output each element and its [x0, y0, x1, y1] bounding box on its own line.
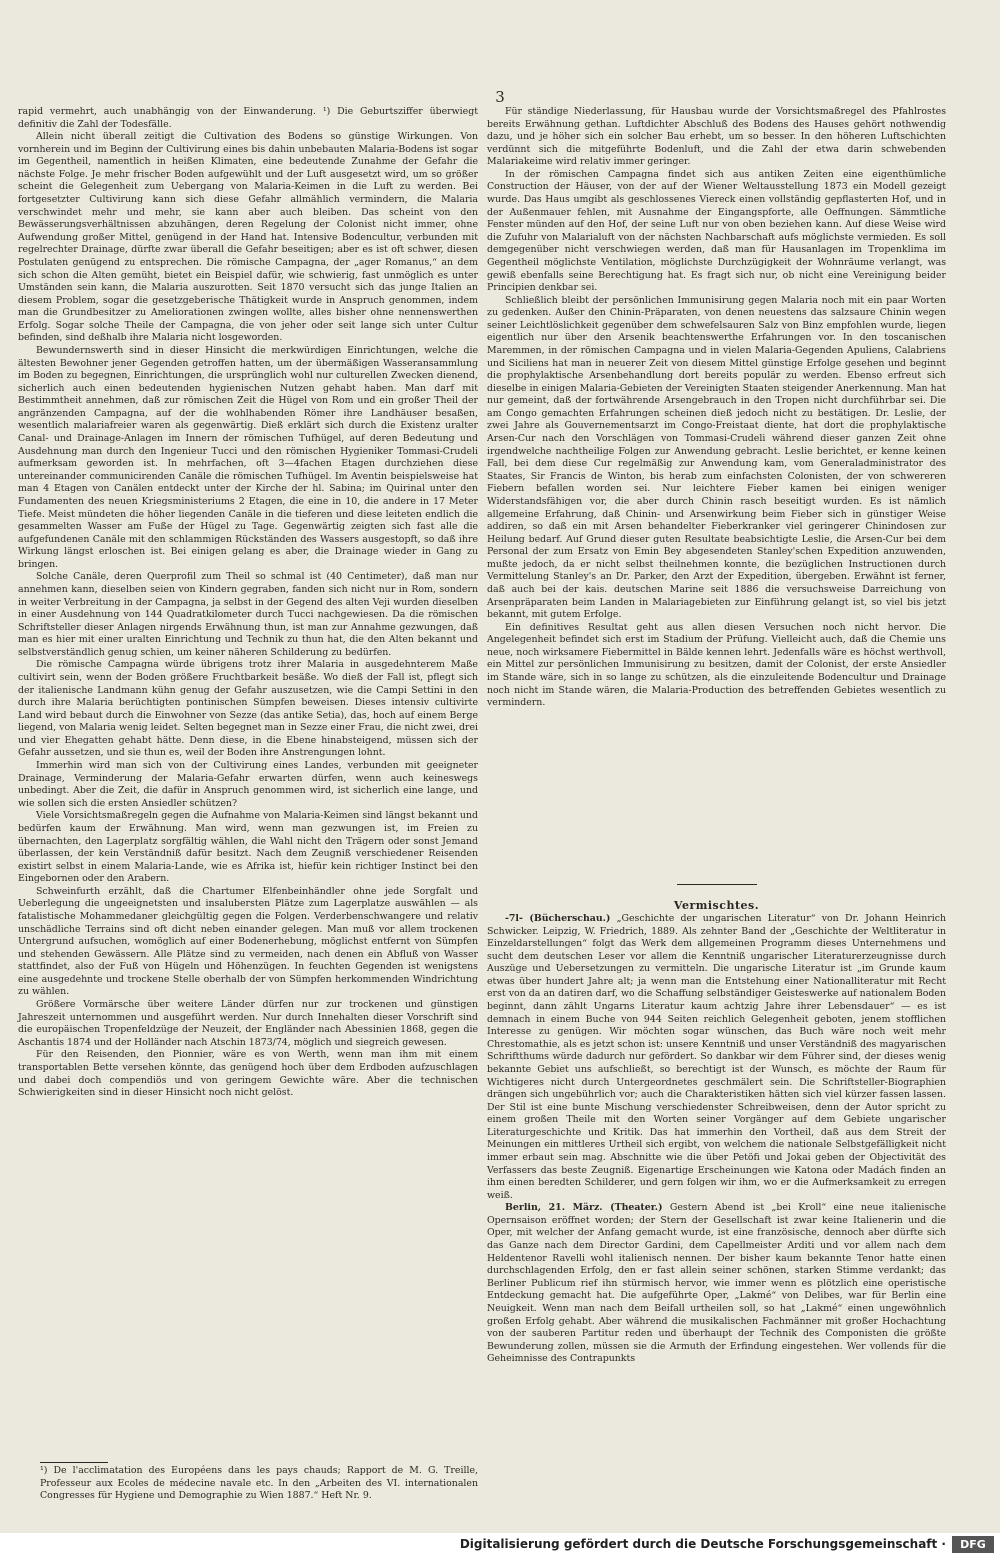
paragraph: Für ständige Niederlassung, für Hausbau wurde der Vorsichtsmaßregel des Pfahlrostes bereits Erwähnung gethan. Luftdichter Abschluß des Bodens des Hauses gehört nothwendig dazu, und je höher sich ein solcher Bau erhebt, um so besser. In den höheren Luftschichten verdünnt sich die mitgeführte Bodenluft, und die Zahl der etwa darin schwebenden Malariakeime wird relativ immer geringer.: [487, 106, 946, 168]
paragraph: Immerhin wird man sich von der Cultivirung eines Landes, verbunden mit geeigneter Drainage, Verminderung der Malaria-Gefahr erwarten dürfen, wenn auch keineswegs unbedingt. Aber die Zeit, die dafür in Anspruch genommen wird, ist sicherlich eine lange, und wie sollen sich die ersten Ansiedler schützen?: [18, 760, 478, 809]
paragraph: Solche Canäle, deren Querprofil zum Theil so schmal ist (40 Centimeter), daß man nur annehmen kann, dieselben seien von Kindern gegraben, fanden sich nicht nur in Rom, sondern in weiter Verbreitung in der Campagna, ja selbst in der Gegend des alten Veji wurden dieselben in einer Ausdehnung von 144 Quadratkilometer durch Tucci nachgewiesen. Da die römischen Schriftsteller dieser Anlagen nirgends Erwähnung thun, ist man zur Annahme gezwungen, daß man es hier mit einer uralten Einrichtung und Technik zu thun hat, die den Alten bekannt und selbstverständlich genug schien, um keiner näheren Schilderung zu bedürfen.: [18, 571, 478, 658]
news-item: [487, 1202, 946, 1366]
item-text: „Geschichte der ungarischen Literatur“ von Dr. Johann Heinrich Schwicker. Leipzig, W. Friedrich, 1889. Als zehnter Band der „Geschichte der Weltliteratur in Einzeldarstellungen“ folgt das Werk dem allgemeinen Programm dieses Unternehmens und sucht dem deutschen Leser vor allem die Kenntniß ungarischer Literaturerzeugnisse durch Auszüge und Uebersetzungen zu vermitteln. Die ungarische Literatur ist „im Grunde kaum etwas über hundert Jahre alt; ja wenn man die Entstehung einer Nationalliteratur mit Recht erst von da an datiren darf, wo die Schaffung selbständiger Geisteswerke auf nationalem Boden beginnt, dann zählt Ungarns Literatur kaum achtzig Jahre ihrer Lebensdauer“ — es ist demnach in einem Buche von 944 Seiten reichlich Gelegenheit geboten, jenem stofflichen Interesse zu genügen. Wir möchten sogar wünschen, das Buch wäre noch weit mehr Chrestomathie, als es jetzt schon ist: unsere Kenntniß und unser Verständniß des magyarischen Schriftthums würde dadurch nur gefördert. So dankbar wir dem Führer sind, der dieses wenig bekannte Gebiet uns aufschließt, so berechtigt ist der Wunsch, es möchte der Raum für Wichtigeres nicht durch Untergeordnetes geschmälert sein. Die Schriftsteller-Biographien drängen sich ungebührlich vor; auch die Charakteristiken hätten sich viel kürzer fassen lassen. Der Stil ist eine bunte Mischung verschiedenster Schreibweisen, denn der Autor spricht zu einem großen Theile mit den Worten seiner Vorgänger auf dem Gebiete ungarischer Literaturgeschichte und Kritik. Das hat immerhin den Vortheil, daß aus dem Streit der Meinungen ein mittleres Urtheil sich ergibt, von welchem die nationale Selbstgefälligkeit nicht immer erbaut sein mag. Abschnitte wie die über Petöfi und Jokai geben der Objectivität des Verfassers das beste Zeugniß. Eigenartige Erscheinungen wie Katona oder Madách finden an ihm einen beredten Schilderer, und gern folgen wir ihm, wo er die Aufmerksamkeit zu erregen weiß.: [487, 913, 946, 1201]
section-heading: Vermischtes.: [673, 899, 760, 912]
paragraph: Allein nicht überall zeitigt die Cultivation des Bodens so günstige Wirkungen. Von vornherein und im Beginn der Cultivirung eines bis dahin unbebauten Malaria-Bodens ist sogar im Gegentheil, namentlich in heißen Klimaten, eine bedeutende Zunahme der Gefahr die nächste Folge. Je mehr frischer Boden aufgewühlt und der Luft ausgesetzt wird, um so größer scheint die Gelegenheit zum Uebergang von Malaria-Keimen in die Luft zu werden. Bei fortgesetzter Cultivirung kann sich diese Gefahr allmählich vermindern, die Malaria verschwindet mehr und mehr, sie kann aber auch bleiben. Das scheint von den Bewässerungsverhältnissen abzuhängen, deren Regelung der Colonist nicht immer, ohne Aufwendung großer Mittel, genügend in der Hand hat. Intensive Bodencultur, verbunden mit regelrechter Drainage, dürfte zwar überall die Gefahr beseitigen; aber es ist oft schwer, diesen Postulaten genügend zu entsprechen. Die römische Campagna, der „ager Romanus,“ an dem sich schon die Alten gemüht, bietet ein Beispiel dafür, wie schwierig, fast unmöglich es unter Umständen sein kann, die Malaria auszurotten. Seit 1870 versucht sich das junge Italien an diesem Problem, sogar die gesetzgeberische Thätigkeit wurde in Anspruch genommen, indem man die Grundbesitzer zu Ameliorationen zwingen wollte, alles bisher ohne nennenswerthen Erfolg. Sogar solche Theile der Campagna, die von jeher oder seit lange sich unter Cultur befinden, sind deßhalb ihre Malaria nicht losgeworden.: [18, 131, 478, 344]
paragraph: Ein definitives Resultat geht aus allen diesen Versuchen noch nicht hervor. Die Angelegenheit befindet sich erst im Stadium der Prüfung. Vielleicht auch, daß die Chemie uns neue, noch wirksamere Fiebermittel in Bälde kennen lehrt. Jedenfalls wäre es höchst werthvoll, ein Mittel zur persönlichen Immunisirung zu besitzen, damit der Colonist, der erste Ansiedler im Stande wäre, sich in so lange zu schützen, als die einzuleitende Bodencultur und Drainage noch nicht im Stande wären, die Malaria-Production des betreffenden Gebietes wesentlich zu vermindern.: [487, 621, 946, 709]
paragraph: Für den Reisenden, den Pionnier, wäre es von Werth, wenn man ihm mit einem transportablen Bette versehen könnte, das genügend hoch über dem Erdboden aufzuschlagen und dabei doch compendiös und von geringem Gewichte wäre. Aber die technischen Schwierigkeiten sind in dieser Hinsicht noch nicht gelöst.: [18, 1049, 478, 1099]
footer-bar: [0, 1533, 1000, 1557]
footer-credit: Digitalisierung gefördert durch die Deutsche Forschungsgemeinschaft ·: [459, 1537, 946, 1551]
paragraph: Die römische Campagna würde übrigens trotz ihrer Malaria in ausgedehnterem Maße cultivirt sein, wenn der Boden größere Fruchtbarkeit besäße. Wo dieß der Fall ist, pflegt sich der italienische Landmann kühn genug der Gefahr auszusetzen, wie die Campi Settini in den durch ihre Malaria berüchtigten pontinischen Sümpfen beweisen. Dieses intensiv cultivirte Land wird bebaut durch die Einwohner von Sezze (das antike Setia), das, hoch auf einem Berge liegend, von Malaria wenig leidet. Selten begegnet man in Sezze einer Frau, die nicht zwei, drei und vier Ehegatten gehabt hätte. Denn diese, in die Ebene hinabsteigend, müssen sich der Gefahr aussetzen, und sie thun es, weil der Boden ihre Anstrengungen lohnt.: [18, 659, 478, 759]
dfg-logo: DFG: [952, 1536, 994, 1553]
right-column: [487, 106, 946, 710]
miscellany-column: [487, 913, 946, 1366]
section-divider: [677, 884, 757, 885]
paragraph: Größere Vormärsche über weitere Länder dürfen nur zur trockenen und günstigen Jahreszeit unternommen und ausgeführt werden. Nur durch Innehalten dieser Vorschrift sind die europäischen Tropenfeldzüge der Neuzeit, der Engländer nach Abessinien 1868, gegen die Aschantis 1874 und der Holländer nach Atschin 1873/74, möglich und siegreich gewesen.: [18, 999, 478, 1048]
page-number: 3: [495, 88, 505, 106]
paragraph: In der römischen Campagna findet sich aus antiken Zeiten eine eigenthümliche Construction der Häuser, von der auf der Wiener Weltausstellung 1873 ein Modell gezeigt wurde. Das Haus umgibt als geschlossenes Viereck einen vollständig gepflasterten Hof, und in der Außenmauer fehlen, mit Ausnahme der Eingangspforte, alle Oeffnungen. Sämmtliche Fenster münden auf den Hof, der seine Luft nur von oben beziehen kann. Auf diese Weise wird die Zufuhr von Malarialuft von der nächsten Nachbarschaft aufs möglichste vermieden. Es soll demgegenüber nicht verschwiegen werden, daß man für Hausanlagen im Tropenklima im Gegentheil möglichste Ventilation, möglichste Durchzügigkeit der Wohnräume verlangt, was gewiß ebenfalls seine Berechtigung hat. Es fragt sich nur, ob nicht eine Vereinigung beider Principien denkbar sei.: [487, 168, 946, 294]
item-lead: Berlin, 21. März. (Theater.): [505, 1202, 663, 1214]
news-item: [487, 913, 946, 1202]
footnote-rule: [40, 1462, 108, 1463]
item-lead: -7l- (Bücherschau.): [505, 913, 611, 924]
item-text: Gestern Abend ist „bei Kroll“ eine neue italienische Opernsaison eröffnet worden; der Stern der Gesellschaft ist zwar keine Italienerin und die Oper, mit welcher der Anfang gemacht wurde, ist eine französische, dennoch aber dürfte sich das Ganze nach dem Director Gardini, dem Capellmeister Arditi und vor allem nach dem Heldentenor Ravelli wohl italienisch nennen. Der bisher kaum bekannte Tenor hatte einen durchschlagenden Erfolg, den er fast allein seiner schönen, starken Stimme verdankt; das Berliner Publicum rief ihn stürmisch hervor, wie immer wenn es plötzlich eine operistische Entdeckung gemacht hat. Die aufgeführte Oper, „Lakmé“ von Delibes, war für Berlin eine Neuigkeit. Wenn man nach dem Beifall urtheilen soll, so hat „Lakmé“ einen ungewöhnlich großen Erfolg gehabt. Aber während die musikalischen Fachmänner mit großer Hochachtung von der sauberen Partitur reden und überhaupt der Technik des Componisten die größte Bewunderung zollen, müssen sie die Armuth der Erfindung eingestehen. Wer vollends für die Geheimnisse des Contrapunkts: [487, 1202, 947, 1365]
paragraph: Schweinfurth erzählt, daß die Chartumer Elfenbeinhändler ohne jede Sorgfalt und Ueberlegung die ungeeignetsten und insalubersten Plätze zum Lagerplatze auswählen — als fatalistische Mohammedaner gleichgültig gegen die Folgen. Verderbenschwangere und relativ unschädliche Terrains sind oft dicht neben einander gelegen. Man muß vor allem trockenen Untergrund aufsuchen, womöglich auf einer Bodenerhebung, möglichst entfernt von Sümpfen und stehenden Gewässern. Alle Plätze sind zu vermeiden, nach denen ein Abfluß von Wasser stattfindet, also der Fuß von Hügeln und Höhenzügen. In feuchten Gegenden ist wenigstens eine ausgedehnte und trockene Stelle oberhalb der von Sümpfen herkommenden Windrichtung zu wählen.: [18, 885, 478, 998]
paragraph: Bewundernswerth sind in dieser Hinsicht die merkwürdigen Einrichtungen, welche die ältesten Bewohner jener Gegenden getroffen hatten, um der übermäßigen Wasseransammlung im Boden zu begegnen, Einrichtungen, die ursprünglich wohl nur culturellen Zwecken dienend, sicherlich auch einen bedeutenden hygienischen Nutzen gehabt haben. Man darf mit Bestimmtheit annehmen, daß zur römischen Zeit die Hügel von Rom und ein großer Theil der angränzenden Campagna, auf der die wohlhabenden Römer ihre Landhäuser besaßen, wesentlich malariafreier waren als gegenwärtig. Dieß erklärt sich durch die Existenz uralter Canal- und Drainage-Anlagen im Innern der römischen Tufhügel, auf deren Bedeutung und Ausdehnung man durch den Ingenieur Tucci und den römischen Hygieniker Tommasi-Crudeli aufmerksam geworden ist. In mehrfachen, oft 3—4fachen Etagen durchziehen diese untereinander communicirenden Canäle die römischen Tufhügel. Im Aventin beispielsweise hat man 4 Etagen von Canälen entdeckt unter der Kirche der hl. Sabina; im Quirinal unter den Fundamenten des neuen Kriegsministeriums 2 Etagen, die eine in 10, die andere in 17 Meter Tiefe. Meist mündeten die höher liegenden Canäle in die tieferen und diese leiteten endlich die gesammelten Wasser am Fuße der Hügel zu Tage. Gegenwärtig zeigten sich fast alle die aufgefundenen Canäle mit den schlammigen Rückständen des Wassers ausgestopft, so daß ihre Wirkung längst erloschen ist. Bei einigen gelang es aber, die Drainage wieder in Gang zu bringen.: [18, 344, 478, 570]
paragraph: rapid vermehrt, auch unabhängig von der Einwanderung. ¹) Die Geburtsziffer überwiegt definitiv die Zahl der Todesfälle.: [18, 106, 478, 130]
left-column: [18, 106, 478, 1100]
paragraph: Schließlich bleibt der persönlichen Immunisirung gegen Malaria noch mit ein paar Worten zu gedenken. Außer den Chinin-Präparaten, von denen neuestens das salzsaure Chinin wegen seiner Leichtlöslichkeit gegenüber dem schwefelsauren Salz von Binz empfohlen wurde, liegen eigentlich nur über den Arsenik beachtenswerthe Erfahrungen vor. In den toscanischen Maremmen, in der römischen Campagna und in vielen Malaria-Gegenden Apuliens, Calabriens und Siciliens hat man in neuerer Zeit von diesem Mittel günstige Erfolge gesehen und beginnt die prophylaktische Arsenbehandlung dort bereits populär zu werden. Ebenso erfreut sich dieselbe in einigen Malaria-Gebieten der Vereinigten Staaten steigender Anerkennung. Man hat nur gemeint, daß der fortwährende Arsengebrauch in den Tropen nicht durchführbar sei. Die am Congo gemachten Erfahrungen scheinen dieß jedoch nicht zu bestätigen. Dr. Leslie, der zwei Jahre als Gouvernementsarzt im Congo-Freistaat diente, hat dort die prophylaktische Arsen-Cur nach den Vorschlägen von Tommasi-Crudeli während dieser ganzen Zeit ohne irgendwelche nachtheilige Folgen zur Anwendung gebracht. Leslie berichtet, er kenne keinen Fall, bei dem diese Cur regelmäßig zur Anwendung kam, vom Generaladministrator des Staates, Sir Francis de Winton, bis herab zum einfachsten Colonisten, der von schwereren Fiebern befallen worden sei. Nur leichtere Fieber kamen bei einigen weniger Widerstandsfähigen vor, die aber durch Chinin rasch beseitigt wurden. Es ist nämlich allgemeine Erfahrung, daß Chinin- und Arsenwirkung beim Fieber sich in günstiger Weise addiren, so daß ein mit Arsen behandelter Fieberkranker viel geringerer Chinindosen zur Heilung bedarf. Auf Grund dieser guten Resultate beabsichtigte Leslie, die Arsen-Cur bei dem Personal der zum Ersatz von Emin Bey abgesendeten Stanley'schen Expedition anzuwenden, mußte jedoch, da er nicht selbst theilnehmen konnte, die bezüglichen Instructionen durch Vermittelung Stanley's an Dr. Parker, den Arzt der Expedition, übergeben. Erwähnt ist ferner, daß auch bei der kais. deutschen Marine seit 1886 die versuchsweise Darreichung von Arsenpräparaten beim Landen in Malariagebieten zur Einführung gelangt ist, so viel bis jetzt bekannt, mit gutem Erfolge.: [487, 294, 946, 621]
paragraph: Viele Vorsichtsmaßregeln gegen die Aufnahme von Malaria-Keimen sind längst bekannt und bedürfen kaum der Erwähnung. Man wird, wenn man gezwungen ist, im Freien zu übernachten, den Lagerplatz sorgfältig wählen, die Wahl nicht den Trägern oder sonst Jemand überlassen, der kein Verständniß dafür besitzt. Nach dem Zeugniß verschiedener Reisenden existirt selbst in einem Malaria-Lande, wie es Afrika ist, hiefür kein richtiger Instinct bei den Eingebornen oder den Arabern.: [18, 810, 478, 885]
footnote: ¹) De l'acclimatation des Européens dans les pays chauds; Rapport de M. G. Treille, Professeur aux Ecoles de médecine navale etc. In den „Arbeiten des VI. internationalen Congresses für Hygiene und Demographie zu Wien 1887.“ Heft Nr. 9.: [40, 1465, 478, 1502]
